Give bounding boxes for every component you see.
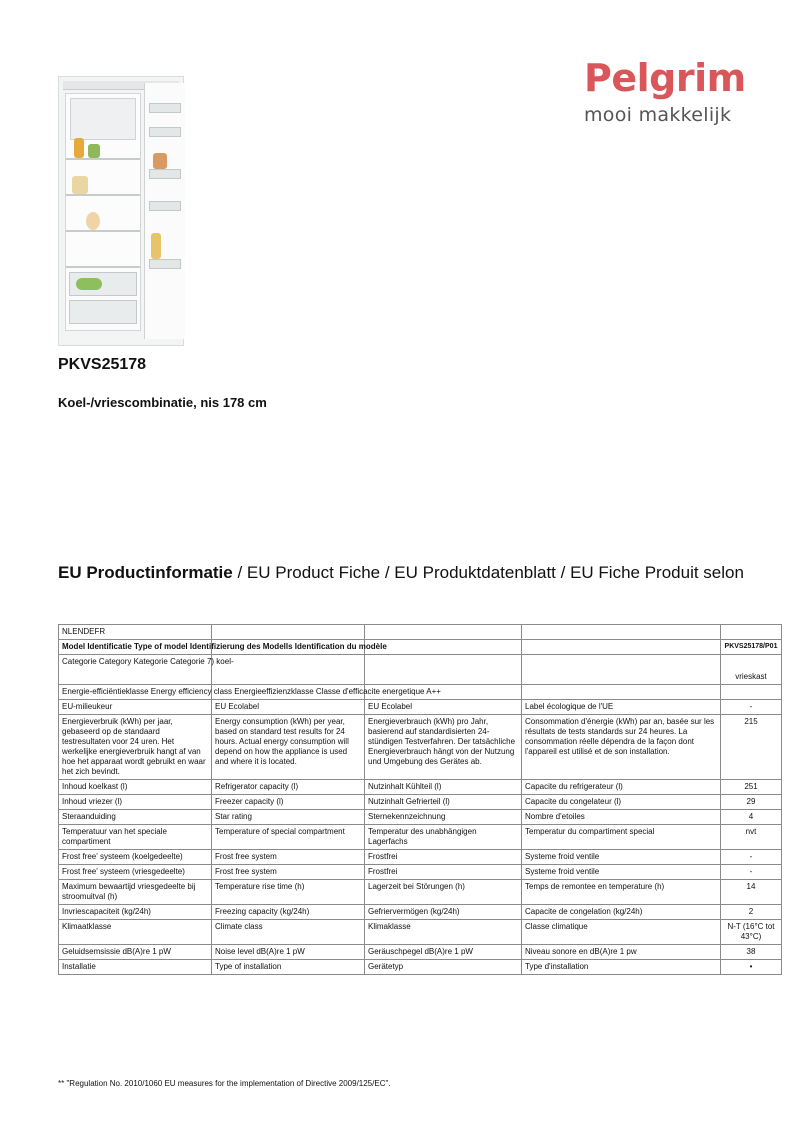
cell-value: 251: [721, 780, 782, 795]
cell-en: Energy consumption (kWh) per year, based on standard test results for 24 hours. Actual energy consumption will depend on how the appliance is used and where it is located.: [212, 715, 365, 780]
cell-nl: Steraanduiding: [59, 810, 212, 825]
cell-nl: Frost free' systeem (vriesgedeelte): [59, 865, 212, 880]
food-item: [72, 176, 88, 194]
cell-fr: Capacite du congelateur (l): [522, 795, 721, 810]
fridge-shelf: [66, 194, 140, 196]
cell-en: Star rating: [212, 810, 365, 825]
product-image: [58, 76, 184, 346]
cell-de: Gerätetyp: [365, 960, 522, 975]
fiche-title-rest: / EU Product Fiche / EU Produktdatenblatt / EU Fiche Produit selon: [232, 563, 744, 582]
table-row: [59, 960, 782, 975]
fiche-title: [58, 563, 744, 583]
cell-fr: Consommation d'énergie (kWh) par an, basée sur les résultats de tests standards sur 24 heures. La consommation réelle dépendra de la façon dont l'appareil est utilisé et de son installation.: [522, 715, 721, 780]
model-number: PKVS25178: [58, 356, 147, 373]
cell-nl: EU-milieukeur: [59, 700, 212, 715]
cell-en: Temperature of special compartment: [212, 825, 365, 850]
cell-de: Frostfrei: [365, 865, 522, 880]
table-row: [59, 920, 782, 945]
energy-class: Energie-efficiëntieklasse Energy efficiency class Energieeffizienzklasse Classe d'efficacite energetique A++: [59, 685, 212, 700]
cell-de: Energieverbrauch (kWh) pro Jahr, basierend auf standardisierten 24-stündigen Testverfahren. Der tatsächliche Energieverbrauch hängt von der Nutzung und Umgebung des Gerätes ab.: [365, 715, 522, 780]
food-item: [74, 138, 84, 158]
food-item: [153, 153, 167, 169]
table-row: [59, 780, 782, 795]
cell-nl: Temperatuur van het speciale compartiment: [59, 825, 212, 850]
cell-value: N-T (16°C tot 43°C): [721, 920, 782, 945]
freezer-compartment: [70, 98, 136, 140]
cell-en: Freezer capacity (l): [212, 795, 365, 810]
cell-nl: Inhoud vriezer (l): [59, 795, 212, 810]
brand-logo: [584, 58, 754, 126]
food-item: [76, 278, 102, 290]
door-shelf: [149, 127, 181, 137]
cell-fr: Label écologique de l'UE: [522, 700, 721, 715]
fridge-door: [144, 83, 185, 339]
table-row: [59, 880, 782, 905]
category-value: vrieskast: [721, 655, 782, 685]
cell-de: Temperatur des unabhängigen Lagerfachs: [365, 825, 522, 850]
cell-en: Type of installation: [212, 960, 365, 975]
door-shelf: [149, 169, 181, 179]
food-item: [88, 144, 100, 158]
cell-nl: Inhoud koelkast (l): [59, 780, 212, 795]
table-row: [59, 825, 782, 850]
cell-nl: Klimaatklasse: [59, 920, 212, 945]
cell-fr: Capacite de congelation (kg/24h): [522, 905, 721, 920]
door-shelf: [149, 259, 181, 269]
cell-value: -: [721, 700, 782, 715]
cell-de: Lagerzeit bei Störungen (h): [365, 880, 522, 905]
cell-en: Refrigerator capacity (l): [212, 780, 365, 795]
table-row: [59, 655, 782, 685]
cell-en: Climate class: [212, 920, 365, 945]
fridge-shelf: [66, 230, 140, 232]
brand-tagline: mooi makkelijk: [584, 104, 732, 126]
cell-de: Nutzinhalt Gefrierteil (l): [365, 795, 522, 810]
crisper-drawer: [69, 300, 137, 324]
fiche-title-bold: EU Productinformatie: [58, 563, 233, 582]
cell-value: 215: [721, 715, 782, 780]
door-shelf: [149, 201, 181, 211]
cell-de: Frostfrei: [365, 850, 522, 865]
footnote: ** "Regulation No. 2010/1060 EU measures for the implementation of Directive 2009/125/EC".: [58, 1079, 391, 1088]
cell-de: Nutzinhalt Kühlteil (l): [365, 780, 522, 795]
cell-fr: Systeme froid ventile: [522, 850, 721, 865]
table-row: [59, 685, 782, 700]
cell-en: Frost free system: [212, 850, 365, 865]
cell-de: Gefriervermögen (kg/24h): [365, 905, 522, 920]
category-label: Categorie Category Kategorie Categorie 7) koel-: [59, 655, 212, 685]
header-code: NLENDEFR: [59, 625, 212, 640]
table-row: [59, 715, 782, 780]
fridge-interior: [65, 93, 141, 331]
brand-name: Pelgrim: [584, 56, 746, 100]
cell-en: Freezing capacity (kg/24h): [212, 905, 365, 920]
table-row: [59, 850, 782, 865]
door-shelf: [149, 103, 181, 113]
food-item: [151, 233, 161, 259]
cell-de: Klimaklasse: [365, 920, 522, 945]
table-row: [59, 905, 782, 920]
cell-nl: Frost free' systeem (koelgedeelte): [59, 850, 212, 865]
fridge-shelf: [66, 266, 140, 268]
fridge-shelf: [66, 158, 140, 160]
cell-de: EU Ecolabel: [365, 700, 522, 715]
cell-nl: Energieverbruik (kWh) per jaar, gebaseerd op de standaard testresultaten voor 24 uren. Het werkelijke energieverbruik hangt af van hoe het apparaat wordt gebruikt en waar het zich bevindt.: [59, 715, 212, 780]
model-id-label: Model Identificatie Type of model Identifizierung des Modells Identification du modèle: [59, 640, 212, 655]
product-description: Koel-/vriescombinatie, nis 178 cm: [58, 395, 267, 410]
cell-value: nvt: [721, 825, 782, 850]
cell-en: Noise level dB(A)re 1 pW: [212, 945, 365, 960]
cell-fr: Systeme froid ventile: [522, 865, 721, 880]
table-row: [59, 640, 782, 655]
food-item: [86, 212, 100, 230]
cell-de: Geräuschpegel dB(A)re 1 pW: [365, 945, 522, 960]
cell-en: Temperature rise time (h): [212, 880, 365, 905]
cell-de: Sternekennzeichnung: [365, 810, 522, 825]
product-fiche-table: [58, 624, 782, 975]
table-row: [59, 795, 782, 810]
cell-fr: Niveau sonore en dB(A)re 1 pw: [522, 945, 721, 960]
cell-fr: Type d'installation: [522, 960, 721, 975]
cell-value: 2: [721, 905, 782, 920]
cell-value: •: [721, 960, 782, 975]
cell-value: -: [721, 865, 782, 880]
cell-value: 4: [721, 810, 782, 825]
cell-nl: Geluidsemsissie dB(A)re 1 pW: [59, 945, 212, 960]
cell-en: Frost free system: [212, 865, 365, 880]
cell-value: 38: [721, 945, 782, 960]
model-id-value: PKVS25178/P01: [721, 640, 782, 655]
table-row: [59, 700, 782, 715]
table-row: [59, 865, 782, 880]
cell-en: EU Ecolabel: [212, 700, 365, 715]
cell-nl: Installatie: [59, 960, 212, 975]
cell-value: -: [721, 850, 782, 865]
cell-fr: Temperatur du compartiment special: [522, 825, 721, 850]
cell-fr: Classe climatique: [522, 920, 721, 945]
cell-fr: Nombre d'etoiles: [522, 810, 721, 825]
cell-value: 29: [721, 795, 782, 810]
cell-nl: Invriescapaciteit (kg/24h): [59, 905, 212, 920]
table-row: [59, 945, 782, 960]
table-row: [59, 810, 782, 825]
cell-fr: Capacite du refrigerateur (l): [522, 780, 721, 795]
cell-nl: Maximum bewaartijd vriesgedeelte bij stroomuitval (h): [59, 880, 212, 905]
cell-fr: Temps de remontee en temperature (h): [522, 880, 721, 905]
table-row: [59, 625, 782, 640]
cell-value: 14: [721, 880, 782, 905]
